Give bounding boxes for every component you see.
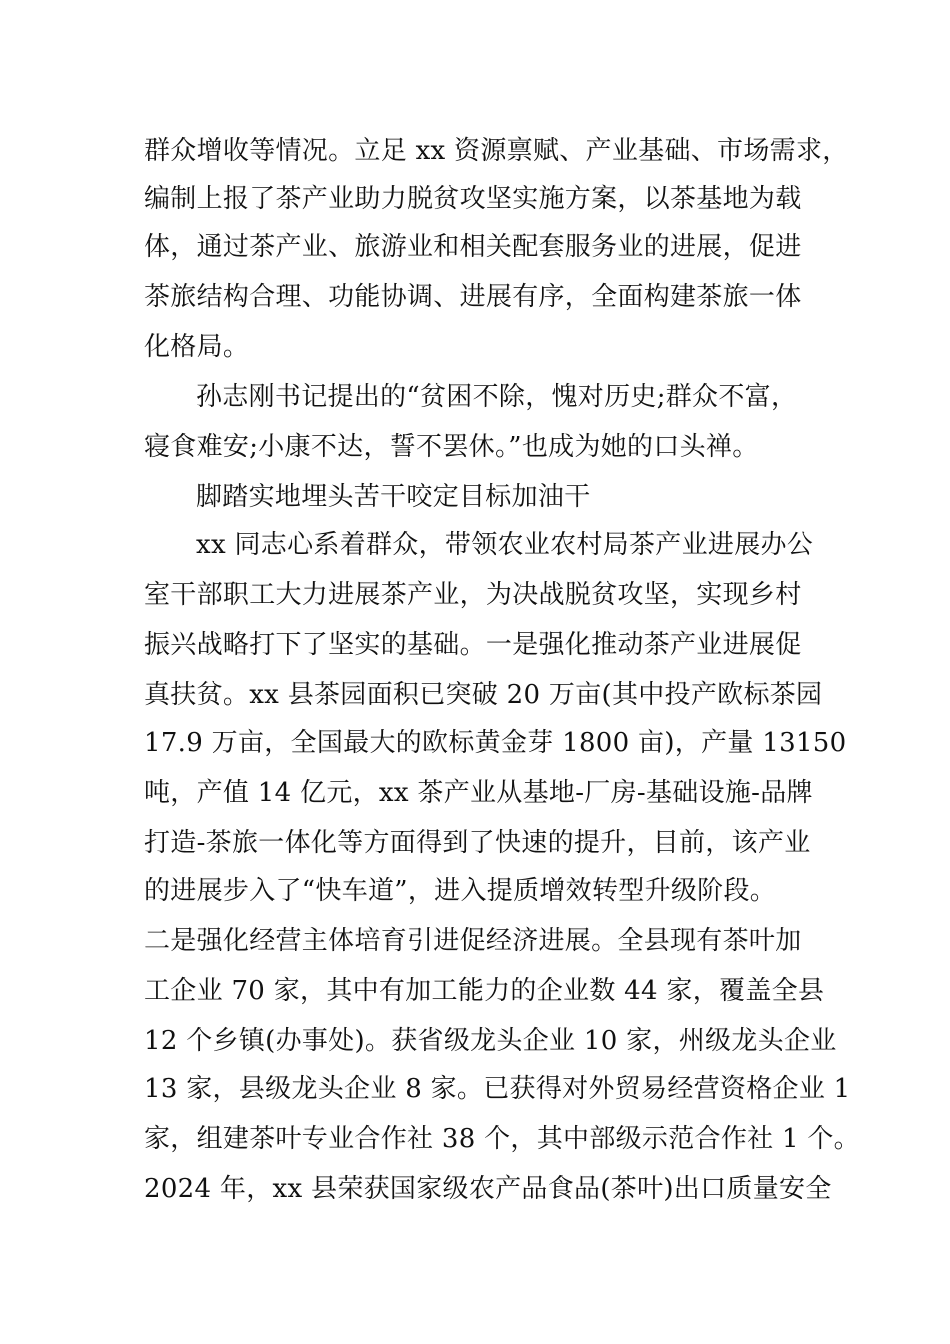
text-line: 12 个乡镇(办事处)。获省级龙头企业 10 家，州级龙头企业 <box>144 1026 837 1056</box>
text-line: 编制上报了茶产业助力脱贫攻坚实施方案，以茶基地为载 <box>144 184 802 214</box>
text-line: 家，组建茶叶专业合作社 38 个，其中部级示范合作社 1 个。 <box>144 1124 860 1154</box>
text-line: 寝食难安;小康不达，誓不罢休。”也成为她的口头禅。 <box>144 432 759 462</box>
text-line: 的进展步入了“快车道”，进入提质增效转型升级阶段。 <box>144 876 777 906</box>
text-line: 吨，产值 14 亿元，xx 茶产业从基地-厂房-基础设施-品牌 <box>144 778 813 808</box>
text-line: 二是强化经营主体培育引进促经济进展。全县现有茶叶加 <box>144 926 802 956</box>
text-line: 真扶贫。xx 县茶园面积已突破 20 万亩(其中投产欧标茶园 <box>144 680 823 710</box>
text-line: 化格局。 <box>144 332 250 362</box>
text-line: 室干部职工大力进展茶产业，为决战脱贫攻坚，实现乡村 <box>144 580 802 610</box>
text-line-indented: 孙志刚书记提出的“贫困不除，愧对历史;群众不富， <box>196 382 798 412</box>
text-line: 茶旅结构合理、功能协调、进展有序，全面构建茶旅一体 <box>144 282 802 312</box>
text-line: 群众增收等情况。立足 xx 资源禀赋、产业基础、市场需求， <box>144 136 849 166</box>
text-line: 体，通过茶产业、旅游业和相关配套服务业的进展，促进 <box>144 232 802 262</box>
section-heading: 脚踏实地埋头苦干咬定目标加油干 <box>196 482 591 512</box>
text-line: 打造-茶旅一体化等方面得到了快速的提升，目前，该产业 <box>144 828 811 858</box>
text-line: 2024 年，xx 县荣获国家级农产品食品(茶叶)出口质量安全 <box>144 1174 832 1204</box>
text-line: 13 家，县级龙头企业 8 家。已获得对外贸易经营资格企业 1 <box>144 1074 851 1104</box>
text-line: 振兴战略打下了坚实的基础。一是强化推动茶产业进展促 <box>144 630 802 660</box>
text-line: 17.9 万亩，全国最大的欧标黄金芽 1800 亩)，产量 13150 <box>144 728 847 758</box>
text-line-indented: xx 同志心系着群众，带领农业农村局茶产业进展办公 <box>196 530 814 560</box>
text-line: 工企业 70 家，其中有加工能力的企业数 44 家，覆盖全县 <box>144 976 825 1006</box>
